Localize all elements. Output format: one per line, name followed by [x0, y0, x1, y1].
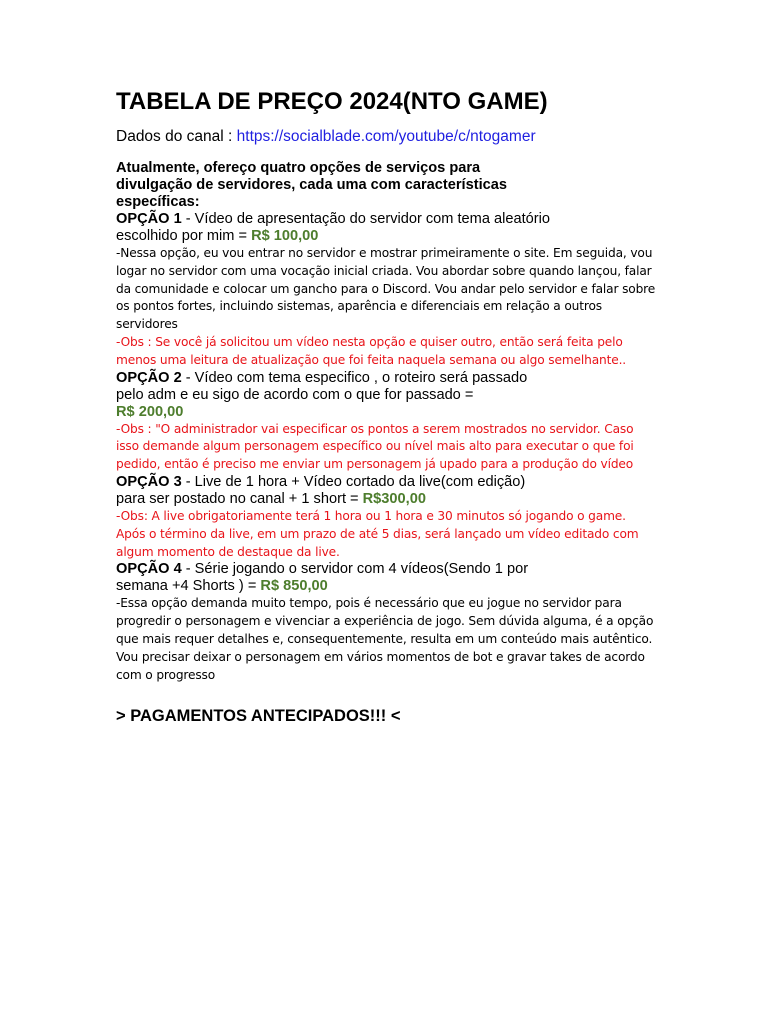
option-description: -Nessa opção, eu vou entrar no servidor e mostrar primeiramente o site. Em seguida, vou logar no servidor com uma vocação inicial criada. Vou abordar sobre quando lançou, falar da comunidade e colocar um gancho para o Discord. Vou andar pelo servidor e falar sobre os pontos fortes, incluindo sistemas, aparência e diferenciais em relação a outros servidores — [116, 246, 656, 332]
option-obs: -Obs : Se você já solicitou um vídeo nesta opção e quiser outro, então será feita pelo menos uma leitura de atualização que foi feita naquela semana ou algo semelhante.. — [116, 334, 627, 367]
channel-info — [116, 127, 656, 147]
option-text: - Vídeo de apresentação do servidor com tema aleatório escolhido por mim = — [116, 211, 550, 244]
option-1 — [116, 211, 656, 370]
option-name: OPÇÃO 2 — [116, 369, 182, 386]
channel-label: Dados do canal : — [116, 128, 237, 145]
channel-link[interactable]: https://socialblade.com/youtube/c/ntogamer — [236, 128, 536, 145]
page-title: TABELA DE PREÇO 2024(NTO GAME) — [116, 88, 548, 115]
option-3 — [116, 474, 656, 561]
option-name: OPÇÃO 3 — [116, 473, 182, 490]
option-price: R$300,00 — [362, 490, 426, 507]
option-description: -Essa opção demanda muito tempo, pois é necessário que eu jogue no servidor para progredir o personagem e vivenciar a experiência de jogo. Sem dúvida alguma, é a opção que mais requer detalhes e, consequentemente, resulta em um conteúdo mais autêntico. Vou precisar deixar o personagem em vários momentos de bot e gravar takes de acordo com o progresso — [116, 596, 654, 682]
option-text: - Vídeo com tema especifico , o roteiro será passado pelo adm e eu sigo de acordo com o que for passado = — [116, 369, 528, 403]
option-price: R$ 850,00 — [260, 578, 328, 595]
option-obs: -Obs : "O administrador vai especificar os pontos a serem mostrados no servidor. Caso isso demande algum personagem específico ou nível mais alto para executar o que foi pedido, então é preciso me enviar um personagem já upado para a produção do vídeo — [116, 421, 634, 472]
option-text: - Live de 1 hora + Vídeo cortado da live(com edição) para ser postado no canal + 1 short = — [116, 473, 526, 507]
option-2 — [116, 370, 656, 474]
option-price: R$ 100,00 — [251, 228, 319, 244]
option-name: OPÇÃO 4 — [116, 561, 182, 578]
option-name: OPÇÃO 1 — [116, 211, 182, 227]
option-heading — [116, 370, 546, 421]
option-heading — [116, 474, 556, 508]
option-price: R$ 200,00 — [116, 403, 184, 420]
payment-notice: > PAGAMENTOS ANTECIPADOS!!! < — [116, 707, 401, 726]
option-heading — [116, 211, 556, 245]
option-obs: -Obs: A live obrigatoriamente terá 1 hora ou 1 hora e 30 minutos só jogando o game. Após o término da live, em um prazo de até 5 dias, será lançado um vídeo editado com algum momento de destaque da live. — [116, 508, 639, 559]
document-page — [116, 86, 656, 726]
option-text: - Série jogando o servidor com 4 vídeos(Sendo 1 por semana +4 Shorts ) = — [116, 561, 529, 595]
option-heading — [116, 561, 556, 595]
option-4 — [116, 561, 656, 684]
intro-text: Atualmente, ofereço quatro opções de serviços para divulgação de servidores, cada uma com características específicas: — [116, 160, 507, 210]
